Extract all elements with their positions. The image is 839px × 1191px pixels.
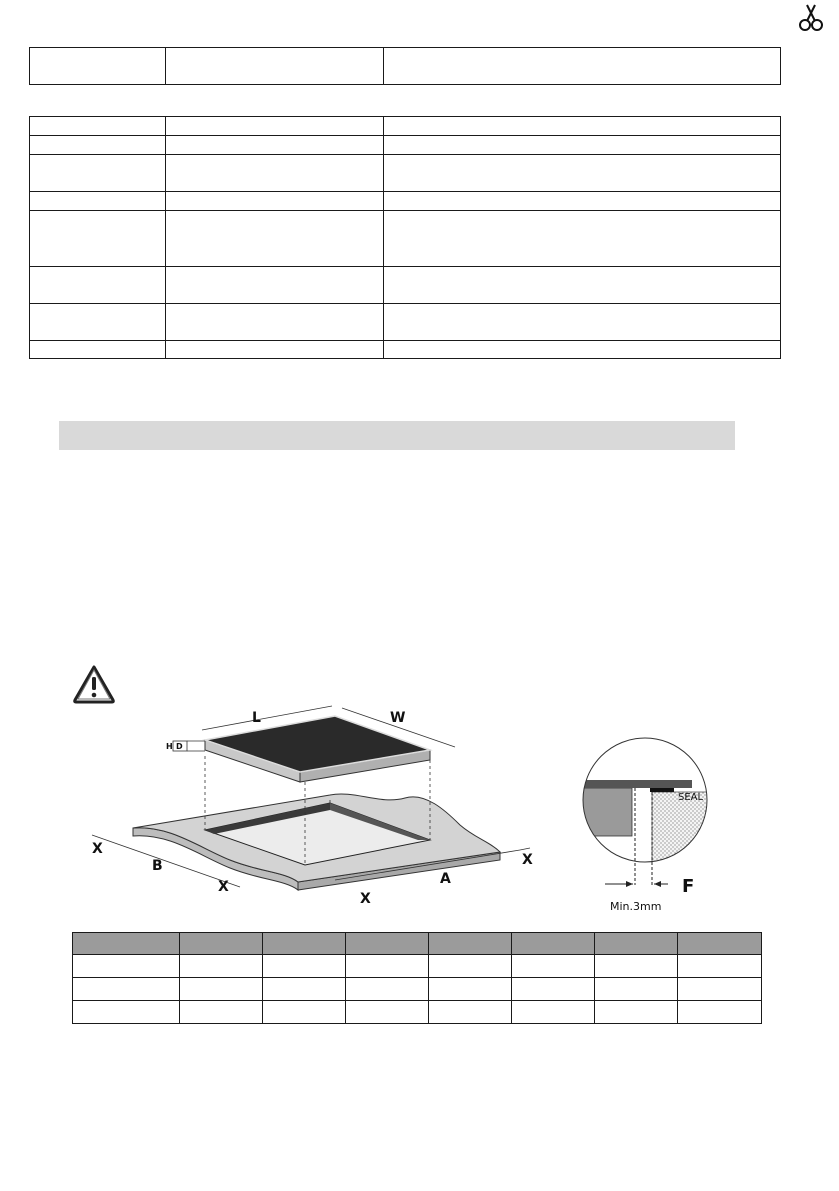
spec-table (29, 116, 781, 359)
scissors-icon (796, 3, 826, 33)
table-cell (166, 155, 384, 192)
table-cell (346, 955, 429, 978)
table-cell (180, 955, 263, 978)
table-cell (30, 48, 166, 85)
table-cell (73, 978, 180, 1001)
table-cell (73, 955, 180, 978)
table-cell (512, 955, 595, 978)
table-cell (595, 1001, 678, 1024)
table-cell (512, 978, 595, 1001)
table-cell (166, 211, 384, 267)
table-row (30, 211, 781, 267)
table-cell (166, 136, 384, 155)
table-cell (166, 192, 384, 211)
table-cell (678, 1001, 762, 1024)
table-cell (30, 304, 166, 341)
label-b: B (152, 858, 163, 874)
table-cell (384, 117, 781, 136)
table-cell (384, 267, 781, 304)
table-row (30, 341, 781, 359)
table-cell (595, 978, 678, 1001)
table-cell (429, 978, 512, 1001)
label-x-front-left: X (218, 879, 229, 895)
table-cell (346, 978, 429, 1001)
header-cell (595, 933, 678, 955)
table-cell (384, 136, 781, 155)
table-cell (73, 1001, 180, 1024)
table-cell (384, 155, 781, 192)
installation-diagram (80, 700, 560, 915)
label-x-front: X (360, 891, 371, 907)
label-x-right: X (522, 852, 533, 868)
table-row (30, 155, 781, 192)
table-cell (384, 192, 781, 211)
table-cell (384, 341, 781, 359)
table-cell (263, 978, 346, 1001)
table-cell (166, 48, 384, 85)
gap-min-label: Min.3mm (610, 900, 662, 913)
table-cell (678, 955, 762, 978)
table-row (30, 304, 781, 341)
table-cell (384, 211, 781, 267)
top-info-table (29, 47, 781, 85)
table-row (30, 136, 781, 155)
dimensions-table (72, 932, 762, 1024)
table-cell (180, 1001, 263, 1024)
table-cell (30, 155, 166, 192)
table-cell (30, 192, 166, 211)
table-cell (384, 304, 781, 341)
gap-label-f: F (682, 876, 695, 897)
table-cell (346, 1001, 429, 1024)
header-cell (346, 933, 429, 955)
table-cell (30, 341, 166, 359)
label-l: L (252, 710, 261, 726)
table-cell (166, 117, 384, 136)
cut-line (811, 30, 812, 1190)
header-cell (512, 933, 595, 955)
section-header-bar (59, 421, 735, 450)
table-cell (30, 136, 166, 155)
table-cell (30, 117, 166, 136)
table-cell (429, 1001, 512, 1024)
table-cell (166, 304, 384, 341)
label-x-left: X (92, 841, 103, 857)
table-cell (429, 955, 512, 978)
header-cell (678, 933, 762, 955)
table-row (30, 117, 781, 136)
table-row (30, 192, 781, 211)
table-cell (166, 341, 384, 359)
table-cell (30, 267, 166, 304)
label-a: A (440, 871, 451, 887)
label-w: W (390, 710, 406, 726)
header-cell (263, 933, 346, 955)
table-cell (180, 978, 263, 1001)
table-cell (512, 1001, 595, 1024)
label-h: H (166, 742, 173, 751)
table-cell (595, 955, 678, 978)
table-row (30, 48, 781, 85)
label-d: D (176, 742, 183, 751)
seal-detail-diagram (580, 730, 710, 915)
seal-label: SEAL (678, 792, 704, 803)
table-cell (30, 211, 166, 267)
table-cell (678, 978, 762, 1001)
header-cell (73, 933, 180, 955)
table-cell (166, 267, 384, 304)
table-row (73, 1001, 762, 1024)
header-cell (180, 933, 263, 955)
table-cell (263, 955, 346, 978)
warning-triangle-icon (72, 664, 116, 704)
table-row (73, 955, 762, 978)
header-cell (429, 933, 512, 955)
table-cell (384, 48, 781, 85)
table-cell (263, 1001, 346, 1024)
table-row (73, 978, 762, 1001)
table-header-row (73, 933, 762, 955)
table-row (30, 267, 781, 304)
